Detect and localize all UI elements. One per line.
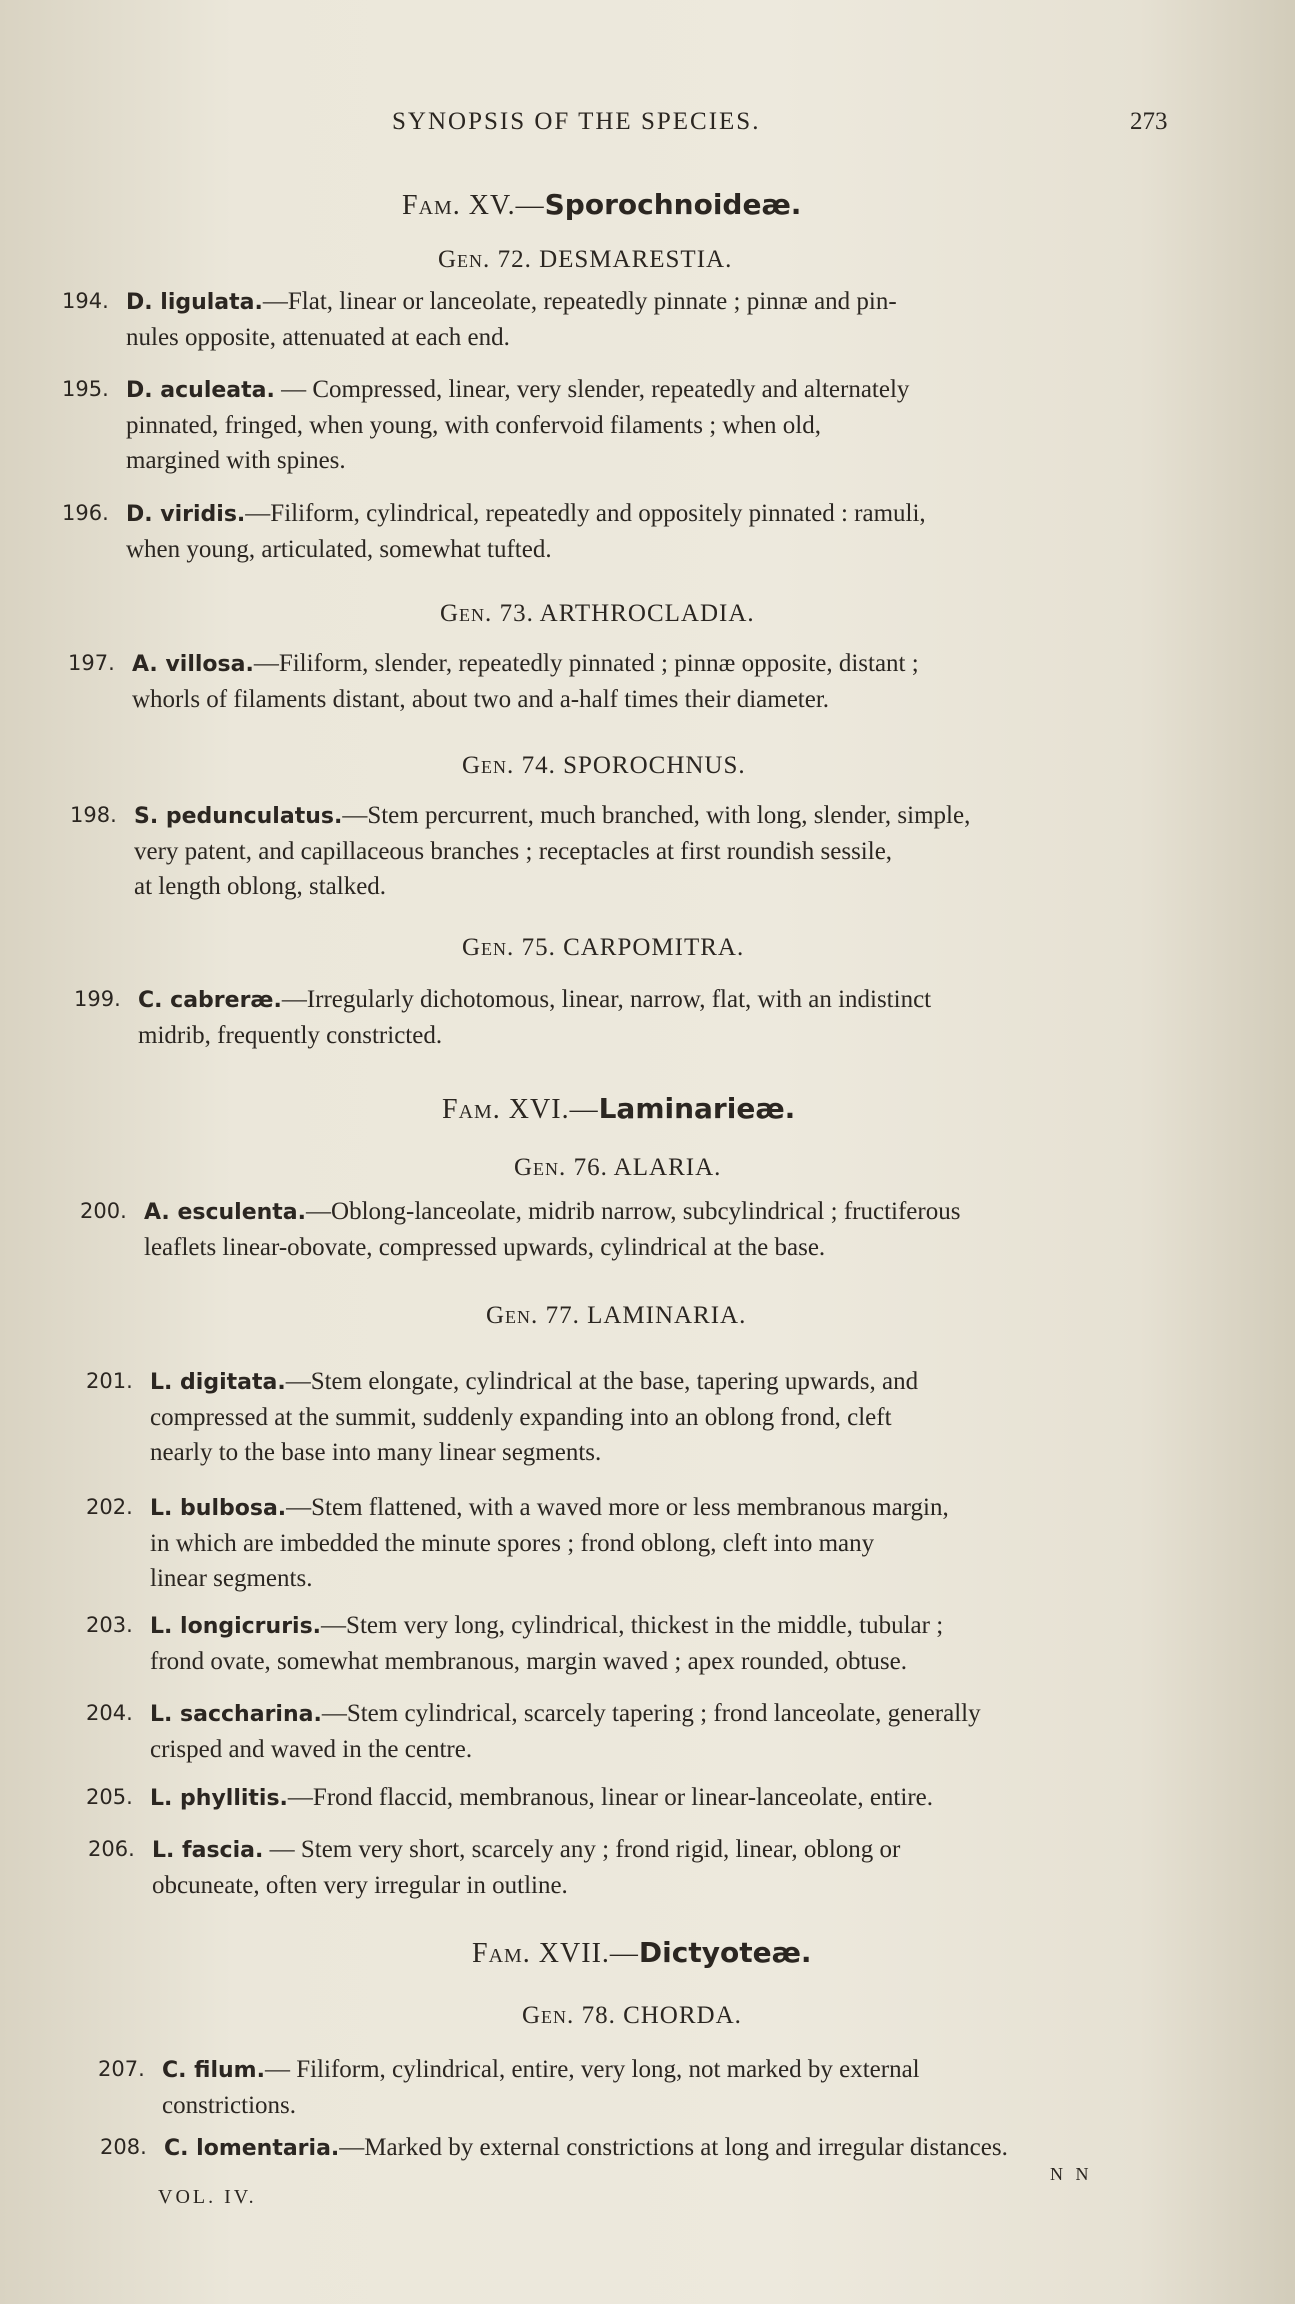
genus-heading — [438, 246, 732, 274]
entry-description-line: linear segments. — [150, 1565, 313, 1592]
entry-description-line: —Stem very long, cylindrical, thickest in the middle, tubular ; — [321, 1612, 944, 1639]
genus-heading — [440, 600, 755, 628]
species-name: L. saccharina. — [150, 1702, 322, 1727]
entry-description-line: very patent, and capillaceous branches ; receptacles at first roundish sessile, — [134, 838, 893, 865]
genus-label: Gen. — [522, 2002, 575, 2029]
page-number: 273 — [1130, 108, 1168, 135]
species-entry — [88, 1832, 900, 1903]
species-name: L. fascia. — [152, 1838, 264, 1863]
species-name: A. villosa. — [132, 652, 254, 677]
entry-description-line: when young, articulated, somewhat tufted. — [126, 536, 552, 563]
genus-heading — [462, 934, 744, 962]
species-entry — [62, 284, 897, 355]
entry-description-line: —Irregularly dichotomous, linear, narrow, flat, with an indistinct — [281, 986, 932, 1013]
entry-number: 199. — [74, 987, 121, 1011]
entry-number: 205. — [86, 1785, 133, 1809]
family-label: Fam. XVI.— — [442, 1094, 599, 1125]
entry-description-line: — Stem very short, scarcely any ; frond rigid, linear, oblong or — [263, 1836, 901, 1863]
species-name: L. phyllitis. — [150, 1786, 288, 1811]
entry-number: 202. — [86, 1495, 133, 1519]
entry-description-line: obcuneate, often very irregular in outline. — [152, 1872, 568, 1899]
entry-description-line: —Filiform, cylindrical, repeatedly and oppositely pinnated : ramuli, — [245, 500, 926, 527]
species-name: D. ligulata. — [126, 290, 263, 315]
species-entry — [62, 372, 909, 478]
species-name: S. pedunculatus. — [134, 804, 343, 829]
species-name: C. cabreræ. — [138, 988, 282, 1013]
family-label: Fam. XVII.— — [472, 1938, 639, 1969]
genus-name: 75. CARPOMITRA. — [521, 934, 745, 961]
entry-description-line: frond ovate, somewhat membranous, margin waved ; apex rounded, obtuse. — [150, 1648, 907, 1675]
genus-heading — [514, 1154, 721, 1182]
family-heading — [472, 1936, 812, 1970]
species-name: C. filum. — [162, 2058, 265, 2083]
species-name: A. esculenta. — [144, 1200, 307, 1225]
species-entry — [80, 1194, 960, 1265]
family-name: Laminarieæ. — [598, 1092, 796, 1125]
genus-name: 76. ALARIA. — [573, 1154, 722, 1181]
genus-label: Gen. — [438, 246, 491, 273]
entry-description-line: at length oblong, stalked. — [134, 873, 387, 900]
family-heading — [402, 188, 801, 222]
entry-description-line: constrictions. — [162, 2092, 297, 2119]
entry-number: 208. — [100, 2135, 147, 2159]
species-entry — [86, 1696, 981, 1767]
entry-description-line: crisped and waved in the centre. — [150, 1736, 473, 1763]
genus-label: Gen. — [514, 1154, 567, 1181]
genus-label: Gen. — [440, 600, 493, 627]
entry-description-line: nearly to the base into many linear segments. — [150, 1439, 602, 1466]
family-name: Sporochnoideæ. — [544, 188, 802, 221]
species-entry — [100, 2130, 1008, 2166]
genus-heading — [462, 752, 746, 780]
entry-description-line: pinnated, fringed, when young, with confervoid filaments ; when old, — [126, 412, 821, 439]
entry-description-line: —Frond flaccid, membranous, linear or linear-lanceolate, entire. — [287, 1784, 933, 1811]
genus-name: 77. LAMINARIA. — [545, 1302, 747, 1329]
printer-signature: N N — [1050, 2164, 1093, 2184]
entry-number: 206. — [88, 1837, 135, 1861]
entry-description-line: nules opposite, attenuated at each end. — [126, 324, 510, 351]
entry-description-line: —Stem cylindrical, scarcely tapering ; frond lanceolate, generally — [321, 1700, 981, 1727]
genus-label: Gen. — [486, 1302, 539, 1329]
entry-number: 194. — [62, 289, 109, 313]
entry-description-line: in which are imbedded the minute spores ; frond oblong, cleft into many — [150, 1530, 875, 1557]
entry-number: 197. — [68, 651, 115, 675]
genus-name: 73. ARTHROCLADIA. — [499, 600, 755, 627]
running-title: SYNOPSIS OF THE SPECIES. — [392, 108, 761, 135]
genus-heading — [522, 2002, 742, 2030]
entry-number: 207. — [98, 2057, 145, 2081]
entry-description-line: —Filiform, slender, repeatedly pinnated ; pinnæ opposite, distant ; — [253, 650, 919, 677]
genus-heading — [486, 1302, 746, 1330]
genus-name: 72. DESMARESTIA. — [497, 246, 733, 273]
genus-label: Gen. — [462, 934, 515, 961]
species-entry — [74, 982, 931, 1053]
entry-description-line: —Stem flattened, with a waved more or less membranous margin, — [286, 1494, 949, 1521]
volume-label: VOL. IV. — [158, 2186, 257, 2208]
entry-description-line: margined with spines. — [126, 447, 346, 474]
species-name: L. bulbosa. — [150, 1496, 287, 1521]
entry-number: 195. — [62, 377, 109, 401]
entry-description-line: —Flat, linear or lanceolate, repeatedly pinnate ; pinnæ and pin- — [262, 288, 897, 315]
species-entry — [62, 496, 926, 567]
species-name: L. longicruris. — [150, 1614, 322, 1639]
species-name: C. lomentaria. — [164, 2136, 340, 2161]
entry-number: 203. — [86, 1613, 133, 1637]
species-entry — [70, 798, 970, 904]
entry-number: 204. — [86, 1701, 133, 1725]
entry-description-line: compressed at the summit, suddenly expanding into an oblong frond, cleft — [150, 1404, 892, 1431]
species-name: D. viridis. — [126, 502, 246, 527]
species-name: L. digitata. — [150, 1370, 286, 1395]
entry-description-line: — Filiform, cylindrical, entire, very long, not marked by external — [264, 2056, 920, 2083]
genus-name: 74. SPOROCHNUS. — [521, 752, 746, 779]
family-label: Fam. XV.— — [402, 190, 545, 221]
species-name: D. aculeata. — [126, 378, 275, 403]
entry-description-line: —Stem percurrent, much branched, with long, slender, simple, — [342, 802, 971, 829]
species-entry — [86, 1608, 943, 1679]
species-entry — [86, 1780, 933, 1816]
entry-number: 196. — [62, 501, 109, 525]
genus-label: Gen. — [462, 752, 515, 779]
species-entry — [68, 646, 919, 717]
entry-description-line: —Oblong-lanceolate, midrib narrow, subcylindrical ; fructiferous — [306, 1198, 961, 1225]
entry-description-line: —Stem elongate, cylindrical at the base, tapering upwards, and — [285, 1368, 919, 1395]
entry-description-line: leaflets linear-obovate, compressed upwards, cylindrical at the base. — [144, 1234, 826, 1261]
entry-description-line: —Marked by external constrictions at long and irregular distances. — [339, 2134, 1008, 2161]
species-entry — [86, 1364, 918, 1470]
entry-description-line: — Compressed, linear, very slender, repeatedly and alternately — [274, 376, 910, 403]
genus-name: 78. CHORDA. — [581, 2002, 742, 2029]
entry-number: 201. — [86, 1369, 133, 1393]
entry-description-line: midrib, frequently constricted. — [138, 1022, 443, 1049]
species-entry — [98, 2052, 920, 2123]
entry-description-line: whorls of filaments distant, about two and a-half times their diameter. — [132, 686, 830, 713]
species-entry — [86, 1490, 949, 1596]
entry-number: 198. — [70, 803, 117, 827]
entry-number: 200. — [80, 1199, 127, 1223]
family-name: Dictyoteæ. — [638, 1936, 812, 1969]
family-heading — [442, 1092, 795, 1126]
